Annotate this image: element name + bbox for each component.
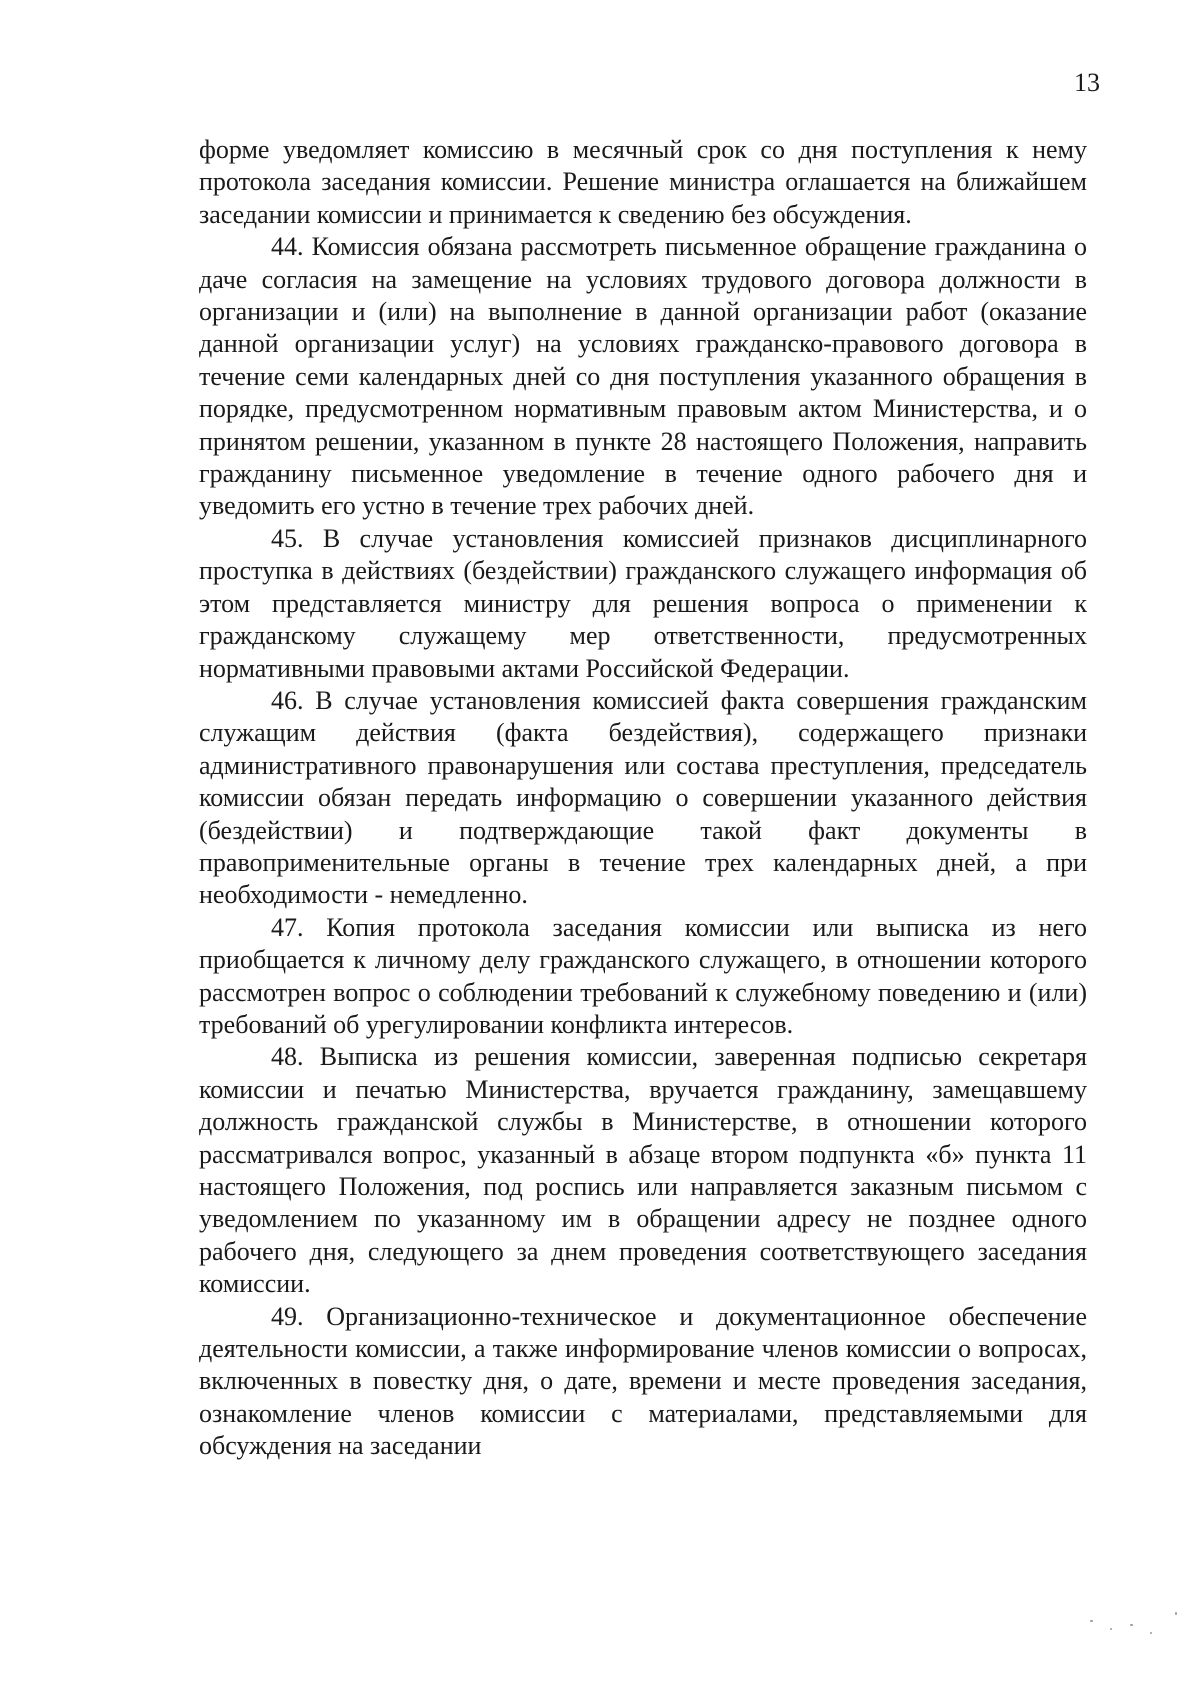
scan-speck <box>1150 1632 1152 1634</box>
paragraph-continuation: форме уведомляет комиссию в месячный срок со дня поступления к нему протокола заседания комиссии. Решение министра оглашается на ближайшем заседании комиссии и принимается к сведению без обсуждения. <box>199 135 1087 229</box>
scan-speck <box>1130 1624 1133 1626</box>
scan-speck <box>1110 1628 1112 1630</box>
paragraph-44: 44. Комиссия обязана рассмотреть письменное обращение гражданина о даче согласия на замещение на условиях трудового договора должности в организации и (или) на выполнение в данной организации работ (оказание данной организации услуг) на условиях гражданско-правового договора в течение семи календарных дней со дня поступления указанного обращения в порядке, предусмотренном нормативным правовым актом Министерства, и о принятом решении, указанном в пункте 28 настоящего Положения, направить гражданину письменное уведомление в течение одного рабочего дня и уведомить его устно в течение трех рабочих дней. <box>199 232 1087 521</box>
paragraph-49: 49. Организационно-техническое и документационное обеспечение деятельности комиссии, а также информирование членов комиссии о вопросах, включенных в повестку дня, о дате, времени и месте проведения заседания, ознакомление членов комиссии с материалами, представляемыми для обсуждения на заседании <box>199 1301 1087 1461</box>
paragraph-48: 48. Выписка из решения комиссии, заверенная подписью секретаря комиссии и печатью Министерства, вручается гражданину, замещавшему должность гражданской службы в Министерстве, в отношении которого рассматривался вопрос, указанный в абзаце втором подпункта «б» пункта 11 настоящего Положения, под роспись или направляется заказным письмом с уведомлением по указанному им в обращении адресу не позднее одного рабочего дня, следующего за днем проведения соответствующего заседания комиссии. <box>199 1042 1087 1299</box>
scan-speck <box>1090 1620 1093 1622</box>
paragraph-46: 46. В случае установления комиссией факта совершения гражданским служащим действия (факта бездействия), содержащего признаки административного правонарушения или состава преступления, председатель комиссии обязан передать информацию о совершении указанного действия (бездействии) и подтверждающие такой факт документы в правоприменительные органы в течение трех календарных дней, а при необходимости - немедленно. <box>199 685 1087 910</box>
scan-speck <box>1175 1612 1177 1615</box>
page-number: 13 <box>1074 68 1100 97</box>
document-body <box>199 134 1087 1463</box>
paragraph-47: 47. Копия протокола заседания комиссии или выписка из него приобщается к личному делу гражданского служащего, в отношении которого рассмотрен вопрос о соблюдении требований к служебному поведению и (или) требований об урегулировании конфликта интересов. <box>199 912 1087 1039</box>
paragraph-45: 45. В случае установления комиссией признаков дисциплинарного проступка в действиях (бездействии) гражданского служащего информация об этом представляется министру для решения вопроса о применении к гражданскому служащему мер ответственности, предусмотренных нормативными правовыми актами Российской Федерации. <box>199 523 1087 683</box>
